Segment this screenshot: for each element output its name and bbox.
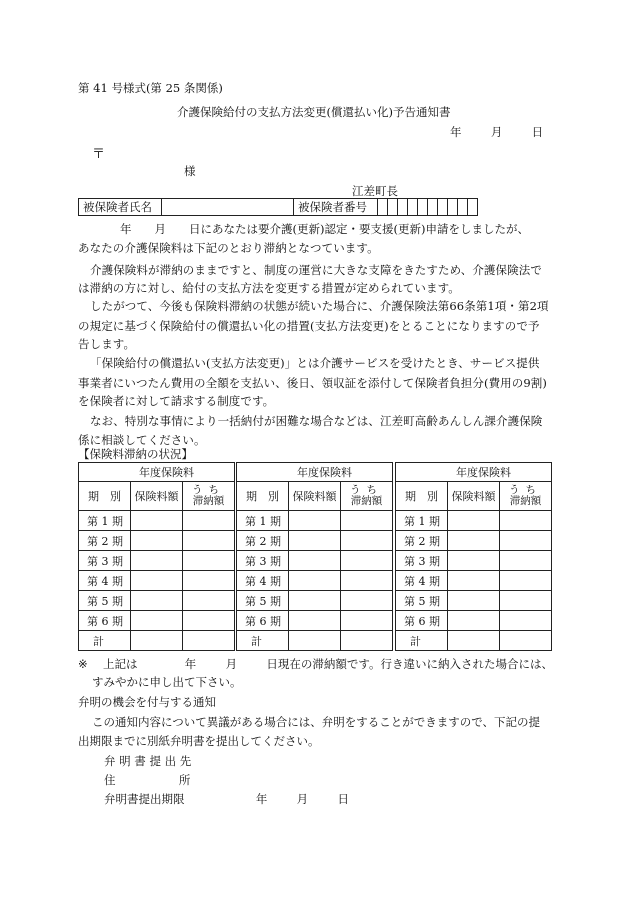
period-label: 第 1 期 [237,511,289,531]
total-label [396,631,448,651]
overdue-cell [500,611,552,631]
overdue-cell [183,611,235,631]
premium-cell [289,511,341,531]
number-box [468,199,478,216]
status-table [395,462,552,651]
period-label: 第 2 期 [237,531,289,551]
premium-cell [131,611,183,631]
note-line2: すみやかに申し出て下さい。 [92,675,242,689]
note-mark: ※ [78,657,88,671]
premium-cell [289,531,341,551]
overdue-cell [500,511,552,531]
body-p2-line1: 介護保険料が滞納のままですと、制度の運営に大きな支障をきたすため、介護保険法で [90,263,542,277]
issue-date [450,124,543,140]
status-table [236,462,393,651]
overdue-cell [183,551,235,571]
note-suffix: 日現在の滞納額です。行き違いに納入された場合には、 [266,657,553,671]
period-label: 第 6 期 [237,611,289,631]
overdue-cell [183,571,235,591]
body-p1-line2: あなたの介護保険料は下記のとおり滞納となつています。 [78,241,379,255]
period-label: 第 4 期 [237,571,289,591]
premium-cell [131,571,183,591]
premium-total-cell [131,631,183,651]
number-box [448,199,458,216]
premium-cell [448,591,500,611]
total-label-text: 計 [93,634,104,648]
address-label-b: 所 [178,773,191,787]
premium-cell [448,531,500,551]
premium-cell [131,511,183,531]
premium-header: 保険料額 [448,482,500,511]
overdue-header [500,482,552,511]
number-box [378,199,388,216]
document-title: 介護保険給付の支払方法変更(償還払い化)予告通知書 [177,105,451,119]
fiscal-year-header [79,463,235,482]
note-year-label: 年 [184,657,197,671]
issue-year-label: 年 [450,125,462,139]
overdue-cell [341,551,393,571]
issue-month-label: 月 [490,125,503,139]
body-p5-line2: 係に相談してください。 [78,433,206,447]
number-box [428,199,438,216]
recipient-table [78,198,478,216]
insured-name-field [162,199,294,216]
overdue-cell [500,591,552,611]
premium-cell [448,571,500,591]
overdue-cell [341,571,393,591]
period-label: 第 5 期 [79,591,131,611]
address-label [104,772,190,788]
overdue-cell [183,511,235,531]
form-number: 第 41 号様式(第 25 条関係) [78,81,223,95]
overdue-header [183,482,235,511]
body-p2-line2: は滞納の方に対し、給付の支払方法を変更する措置が定められています。 [78,281,460,295]
period-label: 第 3 期 [79,551,131,571]
period-label: 第 5 期 [396,591,448,611]
overdue-cell [341,531,393,551]
overdue-header-top: うち [509,484,542,496]
premium-cell [131,531,183,551]
body-p4-line2: 事業者にいつたん費用の全額を支払い、後日、領収証を添付して保険者負担分(費用の9割) [78,376,547,390]
premium-cell [289,611,341,631]
period-label: 第 5 期 [237,591,289,611]
overdue-header-top: うち [350,484,383,496]
deadline-row [104,791,349,807]
postal-mark: 〒 [92,147,106,162]
note-prefix: 上記は [102,657,138,671]
deadline-label: 弁明書提出期限 [104,792,185,806]
status-heading: 【保険料滞納の状況】 [78,447,193,461]
number-box [388,199,398,216]
premium-cell [289,591,341,611]
arrears-status-tables [78,462,553,654]
body-p5-line1: なお、特別な事情により一括納付が困難な場合などは、江差町高齢あんしん課介護保険 [90,414,543,428]
premium-header: 保険料額 [131,482,183,511]
deadline-day-label: 日 [337,792,349,806]
period-header: 期 別 [237,482,289,511]
period-label: 第 2 期 [396,531,448,551]
period-label: 第 6 期 [79,611,131,631]
note-line1 [78,656,553,672]
deadline-month-label: 月 [296,792,309,806]
number-box [418,199,428,216]
submission-destination-label: 弁 明 書 提 出 先 [104,754,192,768]
overdue-header [341,482,393,511]
premium-header: 保険料額 [289,482,341,511]
overdue-total-cell [341,631,393,651]
period-label: 第 6 期 [396,611,448,631]
body-p3-line2: の規定に基づく保険給付の償還払い化の措置(支払方法変更)をとることになりますので予 [78,319,540,333]
overdue-cell [341,611,393,631]
premium-cell [448,611,500,631]
premium-cell [289,551,341,571]
hearing-heading: 弁明の機会を付与する通知 [78,695,216,709]
total-label-text: 計 [410,634,421,648]
number-box [398,199,408,216]
fiscal-year-label: 年度保険料 [456,466,511,479]
body-p3-line1: したがつて、今後も保険料滞納の状態が続いた場合に、介護保険法第66条第1項・第2項 [90,299,549,313]
period-label: 第 4 期 [79,571,131,591]
body-p3-line3: 告します。 [78,337,136,351]
insured-name-label: 被保険者氏名 [79,199,162,216]
overdue-cell [183,591,235,611]
number-box [408,199,418,216]
body-p4-line1: 「保険給付の償還払い(支払方法変更)」とは介護サービスを受けたとき、サービス提供 [90,356,540,370]
fiscal-year-label: 年度保険料 [139,466,194,479]
overdue-header-bottom: 滞納額 [350,495,383,507]
fiscal-year-header [396,463,552,482]
period-label: 第 4 期 [396,571,448,591]
premium-cell [131,591,183,611]
total-label [237,631,289,651]
overdue-cell [183,531,235,551]
overdue-cell [500,571,552,591]
issuer: 江差町長 [352,184,398,198]
note-month-label: 月 [225,657,238,671]
premium-cell [289,571,341,591]
period-label: 第 1 期 [396,511,448,531]
address-label-a: 住 [104,773,116,787]
deadline-year-label: 年 [255,792,268,806]
premium-cell [448,551,500,571]
insured-number-label: 被保険者番号 [294,199,378,216]
number-box [438,199,448,216]
overdue-cell [341,511,393,531]
fiscal-year-label: 年度保険料 [297,466,352,479]
premium-cell [131,551,183,571]
hearing-line1: この通知内容について異議がある場合には、弁明をすることができますので、下記の提 [92,715,541,729]
status-table [78,462,235,651]
premium-total-cell [289,631,341,651]
total-label-text: 計 [251,634,262,648]
period-label: 第 2 期 [79,531,131,551]
premium-total-cell [448,631,500,651]
overdue-header-bottom: 滞納額 [192,495,225,507]
fiscal-year-header [237,463,393,482]
overdue-cell [500,531,552,551]
body-p4-line3: を保険者に対して請求する制度です。 [78,394,275,408]
body-p1-line1: 年 月 日にあなたは要介護(更新)認定・要支援(更新)申請をしましたが、 [120,222,529,236]
premium-cell [448,511,500,531]
period-label: 第 1 期 [79,511,131,531]
issue-day-label: 日 [531,125,544,139]
overdue-total-cell [183,631,235,651]
honorific: 様 [184,164,196,178]
hearing-line2: 出期限までに別紙弁明書を提出してください。 [78,734,320,748]
overdue-total-cell [500,631,552,651]
total-label [79,631,131,651]
overdue-cell [500,551,552,571]
period-label: 第 3 期 [237,551,289,571]
period-label: 第 3 期 [396,551,448,571]
overdue-header-top: うち [192,484,225,496]
number-box [458,199,468,216]
period-header: 期 別 [79,482,131,511]
overdue-cell [341,591,393,611]
overdue-header-bottom: 滞納額 [509,495,542,507]
period-header: 期 別 [396,482,448,511]
